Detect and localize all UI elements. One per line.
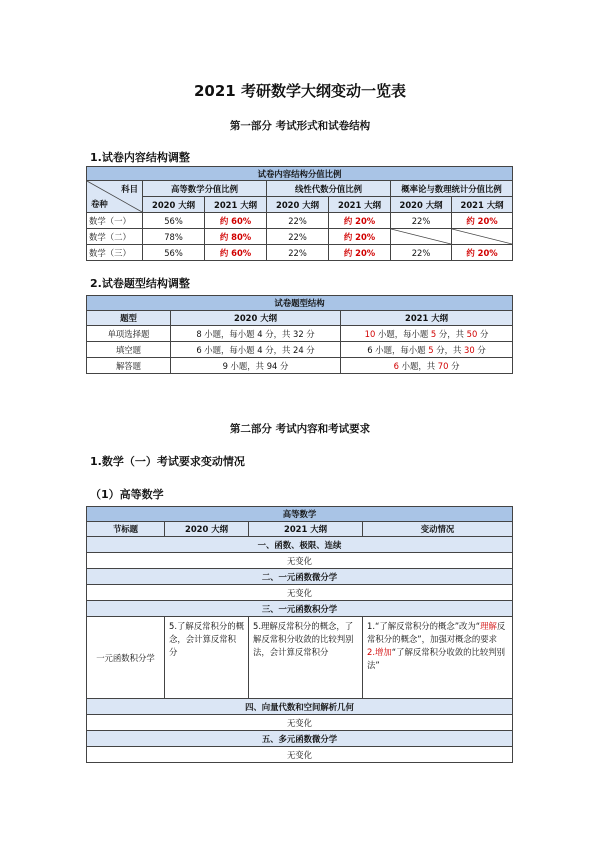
table-cell: 约 20%: [329, 245, 391, 261]
section4-title: （1）高等数学: [90, 488, 164, 501]
count-value: 6: [367, 344, 373, 355]
each-score-value: 5: [428, 344, 434, 355]
text-part: 小题，每小题: [372, 344, 429, 355]
empty-slashed-cell: [452, 229, 513, 245]
content-structure-table: [86, 166, 513, 261]
table2-col-type: 题型: [87, 311, 171, 326]
change2-label: 2.增加: [367, 647, 392, 658]
no-change-text: 无变化: [87, 715, 513, 731]
table-cell: 22%: [391, 245, 452, 261]
table-cell: 56%: [143, 213, 205, 229]
text-part: 分，共: [436, 328, 467, 339]
section-name: 一元函数积分学: [87, 617, 165, 699]
table1-year-2020: 2020 大纲: [143, 197, 205, 213]
total-score-value: 30: [464, 344, 475, 355]
table1-year-2021: 2021 大纲: [452, 197, 513, 213]
table-row: [87, 229, 513, 245]
table-cell: 约 20%: [452, 245, 513, 261]
table1-corner-subject: 科目: [121, 184, 138, 194]
part2-title: 第二部分 考试内容和考试要求: [229, 423, 371, 435]
value-2021: [341, 342, 513, 358]
table3-col-change: 变动情况: [363, 522, 513, 537]
no-change-text: 无变化: [87, 747, 513, 763]
table-cell: 约 20%: [452, 213, 513, 229]
table1-corner-type: 卷种: [91, 199, 108, 209]
empty-slashed-cell: [391, 229, 452, 245]
question-structure-table: [86, 295, 513, 374]
table1-group-linear-algebra: 线性代数分值比例: [267, 181, 391, 197]
table-cell: 约 20%: [329, 213, 391, 229]
text-part: 分: [474, 344, 486, 355]
question-type: 填空题: [87, 342, 171, 358]
table3-col-2020: 2020 大纲: [165, 522, 249, 537]
chapter-heading: 四、向量代数和空间解析几何: [87, 699, 513, 715]
table-cell: 56%: [143, 245, 205, 261]
part1-title: 第一部分 考试形式和试卷结构: [229, 120, 371, 132]
total-score-value: 70: [437, 360, 449, 371]
text-part: 小题，每小题: [375, 328, 431, 339]
section3-title: 1.数学（一）考试要求变动情况: [90, 455, 245, 468]
no-change-text: 无变化: [87, 553, 513, 569]
total-score-value: 50: [466, 328, 478, 339]
table-row: [87, 213, 513, 229]
section1-title: 1.试卷内容结构调整: [90, 151, 190, 164]
chapter-heading: 三、一元函数积分学: [87, 601, 513, 617]
table3-col-section: 节标题: [87, 522, 165, 537]
table1-year-2021: 2021 大纲: [329, 197, 391, 213]
requirement-2021: 5.理解反常积分的概念，了解反常积分收敛的比较判别法，会计算反常积分: [249, 617, 363, 699]
table-cell: 约 80%: [205, 229, 267, 245]
table-cell: 78%: [143, 229, 205, 245]
question-type: 单项选择题: [87, 326, 171, 342]
requirement-2020: 5.了解反常积分的概念，会计算反常积分: [165, 617, 249, 699]
table-row: [87, 326, 513, 342]
table1-caption: 试卷内容结构分值比例: [87, 167, 513, 181]
value-2021: [341, 358, 513, 374]
change2-text: “了解反常积分收敛的比较判别法”: [367, 647, 505, 671]
value-2020: 9 小题，共 94 分: [171, 358, 341, 374]
table-cell: 约 60%: [205, 213, 267, 229]
table1-year-2020: 2020 大纲: [391, 197, 452, 213]
table2-caption: 试卷题型结构: [87, 296, 513, 311]
question-type: 解答题: [87, 358, 171, 374]
table3-col-2021: 2021 大纲: [249, 522, 363, 537]
table-cell: 22%: [391, 213, 452, 229]
table1-year-2021: 2021 大纲: [205, 197, 267, 213]
value-2020: 8 小题，每小题 4 分，共 32 分: [171, 326, 341, 342]
table1-corner-cell: [87, 181, 143, 213]
row-label: 数学（一）: [87, 213, 143, 229]
table1-group-probability: 概率论与数理统计分值比例: [391, 181, 513, 197]
table-row: [87, 358, 513, 374]
table2-col-2021: 2021 大纲: [341, 311, 513, 326]
count-value: 6: [393, 360, 399, 371]
value-2021: [341, 326, 513, 342]
table-cell: 约 20%: [329, 229, 391, 245]
calculus-changes-table: [86, 506, 513, 763]
table-cell: 22%: [267, 245, 329, 261]
table1-group-calculus: 高等数学分值比例: [143, 181, 267, 197]
chapter-heading: 一、函数、极限、连续: [87, 537, 513, 553]
document-title: 2021 考研数学大纲变动一览表: [194, 82, 406, 100]
change1-text-end: 反常积分的概念”，加强对概念的要求: [367, 621, 506, 645]
table2-col-2020: 2020 大纲: [171, 311, 341, 326]
table-cell: 22%: [267, 213, 329, 229]
count-value: 10: [364, 328, 376, 339]
value-2020: 6 小题，每小题 4 分，共 24 分: [171, 342, 341, 358]
table-cell: 约 60%: [205, 245, 267, 261]
each-score-value: 5: [430, 328, 437, 339]
text-part: 分，共: [433, 344, 465, 355]
table-row: [87, 342, 513, 358]
row-label: 数学（三）: [87, 245, 143, 261]
chapter-heading: 二、一元函数微分学: [87, 569, 513, 585]
no-change-text: 无变化: [87, 585, 513, 601]
text-part: 小题，共: [398, 360, 438, 371]
table-row: [87, 245, 513, 261]
text-part: 分: [448, 360, 460, 371]
change1-highlight: 理解: [480, 621, 497, 631]
row-label: 数学（二）: [87, 229, 143, 245]
table-cell: 22%: [267, 229, 329, 245]
change1-text: 1.“了解反常积分的概念”改为“: [367, 621, 481, 631]
chapter-heading: 五、多元函数微分学: [87, 731, 513, 747]
table-row: [87, 617, 513, 699]
text-part: 分: [477, 328, 489, 339]
change-description: [363, 617, 513, 699]
table3-caption: 高等数学: [87, 507, 513, 522]
section2-title: 2.试卷题型结构调整: [90, 277, 190, 290]
table1-year-2020: 2020 大纲: [267, 197, 329, 213]
